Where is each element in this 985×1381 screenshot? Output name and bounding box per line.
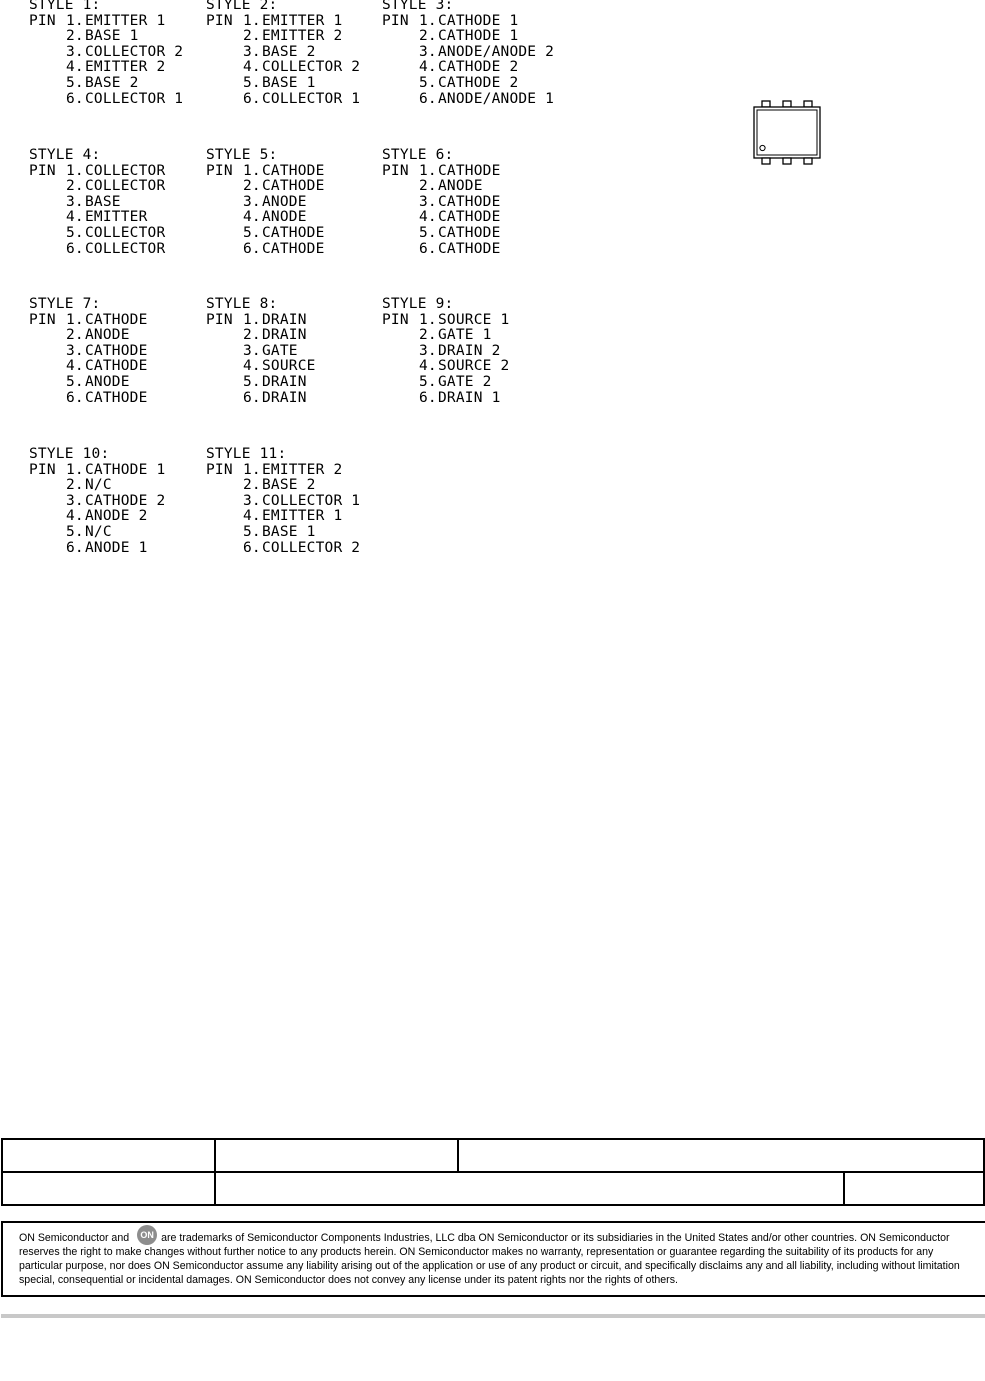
pin-number: 6. [66, 539, 84, 556]
pin-number: 1. [66, 162, 84, 179]
pin-line [382, 179, 501, 195]
pin-number: 6. [419, 90, 437, 107]
pin-line [206, 195, 325, 211]
pin-line [206, 541, 360, 557]
pin-function: CATHODE [85, 389, 148, 406]
pin-function: COLLECTOR [85, 240, 166, 257]
pin-line [206, 14, 360, 30]
pin-function: EMITTER 1 [262, 508, 343, 525]
pin-line [29, 494, 165, 510]
pin-number: 6. [66, 90, 84, 107]
pin-function: CATHODE [438, 224, 501, 241]
pin-number: 3. [243, 342, 261, 359]
pin-number: 3. [419, 342, 437, 359]
pin-label: PIN [206, 162, 233, 179]
pin-line [29, 210, 165, 226]
pin-function: ANODE/ANODE 1 [438, 90, 555, 107]
pin-number: 5. [66, 523, 84, 540]
pin-function: BASE 2 [262, 43, 316, 60]
pin-number: 3. [66, 43, 84, 60]
pin-line [29, 313, 148, 329]
pin-line [206, 29, 360, 45]
style-block-4 [29, 148, 165, 257]
pin-function: EMITTER 2 [85, 59, 166, 76]
pin-label: PIN [382, 162, 409, 179]
style-block-11 [206, 447, 360, 556]
pin-line [382, 313, 509, 329]
table-cell [2, 1139, 215, 1172]
pin-line [29, 92, 183, 108]
pin-label: PIN [29, 12, 56, 29]
pin-label: PIN [382, 12, 409, 29]
pin-line [29, 226, 165, 242]
pin-function: CATHODE [438, 162, 501, 179]
pin-number: 6. [243, 389, 261, 406]
style-title: STYLE 8: [206, 296, 278, 312]
pin-line [206, 45, 360, 61]
pin-number: 4. [66, 508, 84, 525]
pin-number: 5. [243, 74, 261, 91]
pin-function: COLLECTOR [85, 224, 166, 241]
pin-function: SOURCE [262, 358, 316, 375]
pin-line [382, 210, 501, 226]
pin-function: CATHODE [262, 162, 325, 179]
pin-function: EMITTER 2 [262, 461, 343, 478]
pin-line [206, 359, 316, 375]
pin-function: N/C [85, 523, 112, 540]
pin-line [29, 463, 165, 479]
table-row [2, 1172, 984, 1205]
pin-line [382, 226, 501, 242]
pin-function: SOURCE 2 [438, 358, 510, 375]
style-title: STYLE 10: [29, 446, 110, 462]
pin-function: CATHODE [438, 240, 501, 257]
pin-function: CATHODE [85, 358, 148, 375]
pin-number: 5. [419, 224, 437, 241]
style-title: STYLE 5: [206, 147, 278, 163]
pin-line [29, 164, 165, 180]
pin-function: EMITTER 2 [262, 28, 343, 45]
pin-line [29, 29, 183, 45]
table-cell [215, 1139, 458, 1172]
pin-number: 1. [419, 311, 437, 328]
pin-line [29, 195, 165, 211]
pin-number: 3. [66, 492, 84, 509]
pin-number: 1. [243, 162, 261, 179]
document-info-table [1, 1138, 985, 1206]
pin-number: 2. [66, 178, 84, 195]
pin-line [29, 375, 148, 391]
pin-line [206, 344, 316, 360]
pin-number: 2. [243, 327, 261, 344]
pin-function: ANODE 1 [85, 539, 148, 556]
pin-function: DRAIN 1 [438, 389, 501, 406]
pin-function: COLLECTOR 1 [85, 90, 184, 107]
pin-number: 1. [243, 461, 261, 478]
pin-number: 4. [419, 209, 437, 226]
pin-line [206, 92, 360, 108]
bottom-divider [1, 1314, 985, 1318]
pin-function: SOURCE 1 [438, 311, 510, 328]
pin-number: 4. [243, 508, 261, 525]
pin-number: 6. [419, 389, 437, 406]
pin-line [29, 328, 148, 344]
pin-line [29, 14, 183, 30]
pin-number: 5. [419, 74, 437, 91]
pin-function: CATHODE 1 [85, 461, 166, 478]
pin-line [206, 463, 360, 479]
pin-function: BASE [85, 193, 121, 210]
pin-label: PIN [206, 461, 233, 478]
pin-line [382, 60, 554, 76]
pin-line [382, 45, 554, 61]
style-title: STYLE 9: [382, 296, 454, 312]
pin-number: 3. [243, 193, 261, 210]
style-title: STYLE 11: [206, 446, 287, 462]
style-block-3 [382, 0, 554, 107]
pin-number: 1. [66, 461, 84, 478]
pin-number: 5. [243, 373, 261, 390]
pin-line [29, 45, 183, 61]
pin-number: 4. [66, 358, 84, 375]
pin-number: 2. [419, 28, 437, 45]
style-title: STYLE 3: [382, 0, 454, 13]
table-cell [2, 1172, 215, 1205]
pin-number: 2. [243, 477, 261, 494]
pin-line [29, 525, 165, 541]
pin-function: COLLECTOR 2 [85, 43, 184, 60]
pin-line [382, 391, 509, 407]
pin-line [29, 541, 165, 557]
pin-line [382, 359, 509, 375]
pin-line [382, 76, 554, 92]
pin-function: ANODE [262, 209, 307, 226]
pin-function: CATHODE 2 [438, 59, 519, 76]
pin-function: BASE 1 [262, 523, 316, 540]
pin-number: 5. [243, 523, 261, 540]
pin-label: PIN [206, 311, 233, 328]
pin-line [206, 164, 325, 180]
pin-line [206, 525, 360, 541]
pin-line [382, 344, 509, 360]
pin-function: GATE 1 [438, 327, 492, 344]
pin-number: 1. [66, 12, 84, 29]
pin-number: 5. [243, 224, 261, 241]
pin-function: GATE [262, 342, 298, 359]
pin-line [382, 242, 501, 258]
pin-number: 2. [243, 28, 261, 45]
pin-number: 6. [243, 539, 261, 556]
pin-label: PIN [29, 461, 56, 478]
pin-number: 4. [66, 209, 84, 226]
pin-function: COLLECTOR 1 [262, 90, 361, 107]
pin-number: 4. [243, 209, 261, 226]
style-title: STYLE 4: [29, 147, 101, 163]
pin-function: BASE 1 [262, 74, 316, 91]
pin-label: PIN [29, 162, 56, 179]
pin-number: 4. [243, 358, 261, 375]
pin-line [29, 179, 165, 195]
pin-line [382, 92, 554, 108]
pin-number: 3. [66, 342, 84, 359]
pin-function: ANODE [438, 178, 483, 195]
pin-function: CATHODE [438, 193, 501, 210]
pin-line [206, 391, 316, 407]
pin-number: 5. [419, 373, 437, 390]
pin-function: COLLECTOR [85, 162, 166, 179]
pin-line [29, 359, 148, 375]
style-block-7 [29, 297, 148, 406]
pin-number: 6. [243, 90, 261, 107]
pin-number: 6. [243, 240, 261, 257]
pin-function: GATE 2 [438, 373, 492, 390]
pin-function: ANODE [262, 193, 307, 210]
style-block-8 [206, 297, 316, 406]
pin-function: CATHODE 2 [438, 74, 519, 91]
pin-function: BASE 2 [85, 74, 139, 91]
pin-line [382, 29, 554, 45]
pin-function: COLLECTOR [85, 178, 166, 195]
pin-number: 5. [66, 74, 84, 91]
pin-function: CATHODE [262, 178, 325, 195]
table-cell [844, 1172, 984, 1205]
pin-number: 4. [419, 59, 437, 76]
pin-function: CATHODE 1 [438, 28, 519, 45]
pin-label: PIN [206, 12, 233, 29]
pin-function: DRAIN [262, 389, 307, 406]
pin-function: BASE 2 [262, 477, 316, 494]
pin-line [29, 344, 148, 360]
pin-label: PIN [382, 311, 409, 328]
pin-function: CATHODE [85, 311, 148, 328]
pin-line [206, 494, 360, 510]
style-title: STYLE 7: [29, 296, 101, 312]
pin-function: DRAIN [262, 373, 307, 390]
pin-line [206, 509, 360, 525]
pin-number: 4. [66, 59, 84, 76]
pin-number: 5. [66, 373, 84, 390]
table-cell [215, 1172, 844, 1205]
style-block-5 [206, 148, 325, 257]
pin-function: CATHODE [262, 224, 325, 241]
pin-function: DRAIN [262, 327, 307, 344]
table-cell [458, 1139, 984, 1172]
pin-number: 1. [419, 12, 437, 29]
style-block-9 [382, 297, 509, 406]
pin-line [206, 313, 316, 329]
pin-line [382, 328, 509, 344]
pin-line [206, 375, 316, 391]
pin-function: EMITTER 1 [85, 12, 166, 29]
on-semiconductor-logo-icon: ON [137, 1225, 157, 1245]
pin-line [29, 509, 165, 525]
style-block-6 [382, 148, 501, 257]
pin-number: 4. [243, 59, 261, 76]
disclaimer-lead: ON Semiconductor and [19, 1232, 130, 1244]
pin-line [29, 76, 183, 92]
pin-number: 1. [243, 12, 261, 29]
pin-function: N/C [85, 477, 112, 494]
six-pin-package-icon [752, 99, 824, 169]
pin-function: CATHODE 2 [85, 492, 166, 509]
pin-function: CATHODE [262, 240, 325, 257]
pin-line [382, 164, 501, 180]
pin-function: ANODE [85, 373, 130, 390]
pin-line [382, 14, 554, 30]
pin-function: ANODE [85, 327, 130, 344]
pin-number: 3. [66, 193, 84, 210]
pin-number: 5. [66, 224, 84, 241]
disclaimer-text: are trademarks of Semiconductor Components Industries, LLC dba ON Semiconductor or its subsidiaries in the United States and/or other countries. ON Semiconductor reserves the right to make changes without further notice to any products herein. ON Semiconductor makes no warranty, representation or guarantee regarding the suitability of its products for any particular purpose, nor does ON Semiconductor assume any liability arising out of the application or use of any product or circuit, and specifically disclaims any and all liability, including without limitation special, consequential or incidental damages. ON Semiconductor does not convey any license under its patent rights nor the rights of others. [19, 1232, 960, 1287]
pin-function: CATHODE [85, 342, 148, 359]
style-title: STYLE 1: [29, 0, 101, 13]
pin-line [206, 76, 360, 92]
pin-number: 3. [419, 193, 437, 210]
pin-line [382, 375, 509, 391]
pin-number: 3. [243, 492, 261, 509]
table-row [2, 1139, 984, 1172]
pin-number: 2. [243, 178, 261, 195]
pin-function: DRAIN 2 [438, 342, 501, 359]
pin-number: 6. [66, 240, 84, 257]
pin-function: EMITTER 1 [262, 12, 343, 29]
pin-number: 4. [419, 358, 437, 375]
pin-number: 6. [419, 240, 437, 257]
disclaimer-box [1, 1221, 985, 1297]
pin-number: 3. [419, 43, 437, 60]
pin-function: CATHODE [438, 209, 501, 226]
pin-line [206, 242, 325, 258]
pin-line [206, 60, 360, 76]
pin-number: 1. [419, 162, 437, 179]
pin-function: EMITTER [85, 209, 148, 226]
style-block-1 [29, 0, 183, 107]
pin-line [206, 478, 360, 494]
pin-line [29, 391, 148, 407]
pin-label: PIN [29, 311, 56, 328]
pin-line [29, 242, 165, 258]
style-title: STYLE 2: [206, 0, 278, 13]
pin-function: COLLECTOR 2 [262, 539, 361, 556]
pin-function: COLLECTOR 1 [262, 492, 361, 509]
pin-number: 6. [66, 389, 84, 406]
style-block-2 [206, 0, 360, 107]
pin-line [29, 60, 183, 76]
pin-number: 2. [419, 327, 437, 344]
pin-line [29, 478, 165, 494]
pin-line [206, 210, 325, 226]
style-block-10 [29, 447, 165, 556]
pin-function: COLLECTOR 2 [262, 59, 361, 76]
pin-function: ANODE/ANODE 2 [438, 43, 555, 60]
pin-function: CATHODE 1 [438, 12, 519, 29]
pin-number: 2. [419, 178, 437, 195]
pin-number: 2. [66, 28, 84, 45]
pin-line [382, 195, 501, 211]
pin-function: BASE 1 [85, 28, 139, 45]
pin-number: 1. [66, 311, 84, 328]
style-title: STYLE 6: [382, 147, 454, 163]
pin-number: 3. [243, 43, 261, 60]
pin-number: 2. [66, 327, 84, 344]
pin-line [206, 226, 325, 242]
pin-number: 2. [66, 477, 84, 494]
pin-line [206, 328, 316, 344]
pin-line [206, 179, 325, 195]
pin-number: 1. [243, 311, 261, 328]
pin-function: DRAIN [262, 311, 307, 328]
pin-function: ANODE 2 [85, 508, 148, 525]
